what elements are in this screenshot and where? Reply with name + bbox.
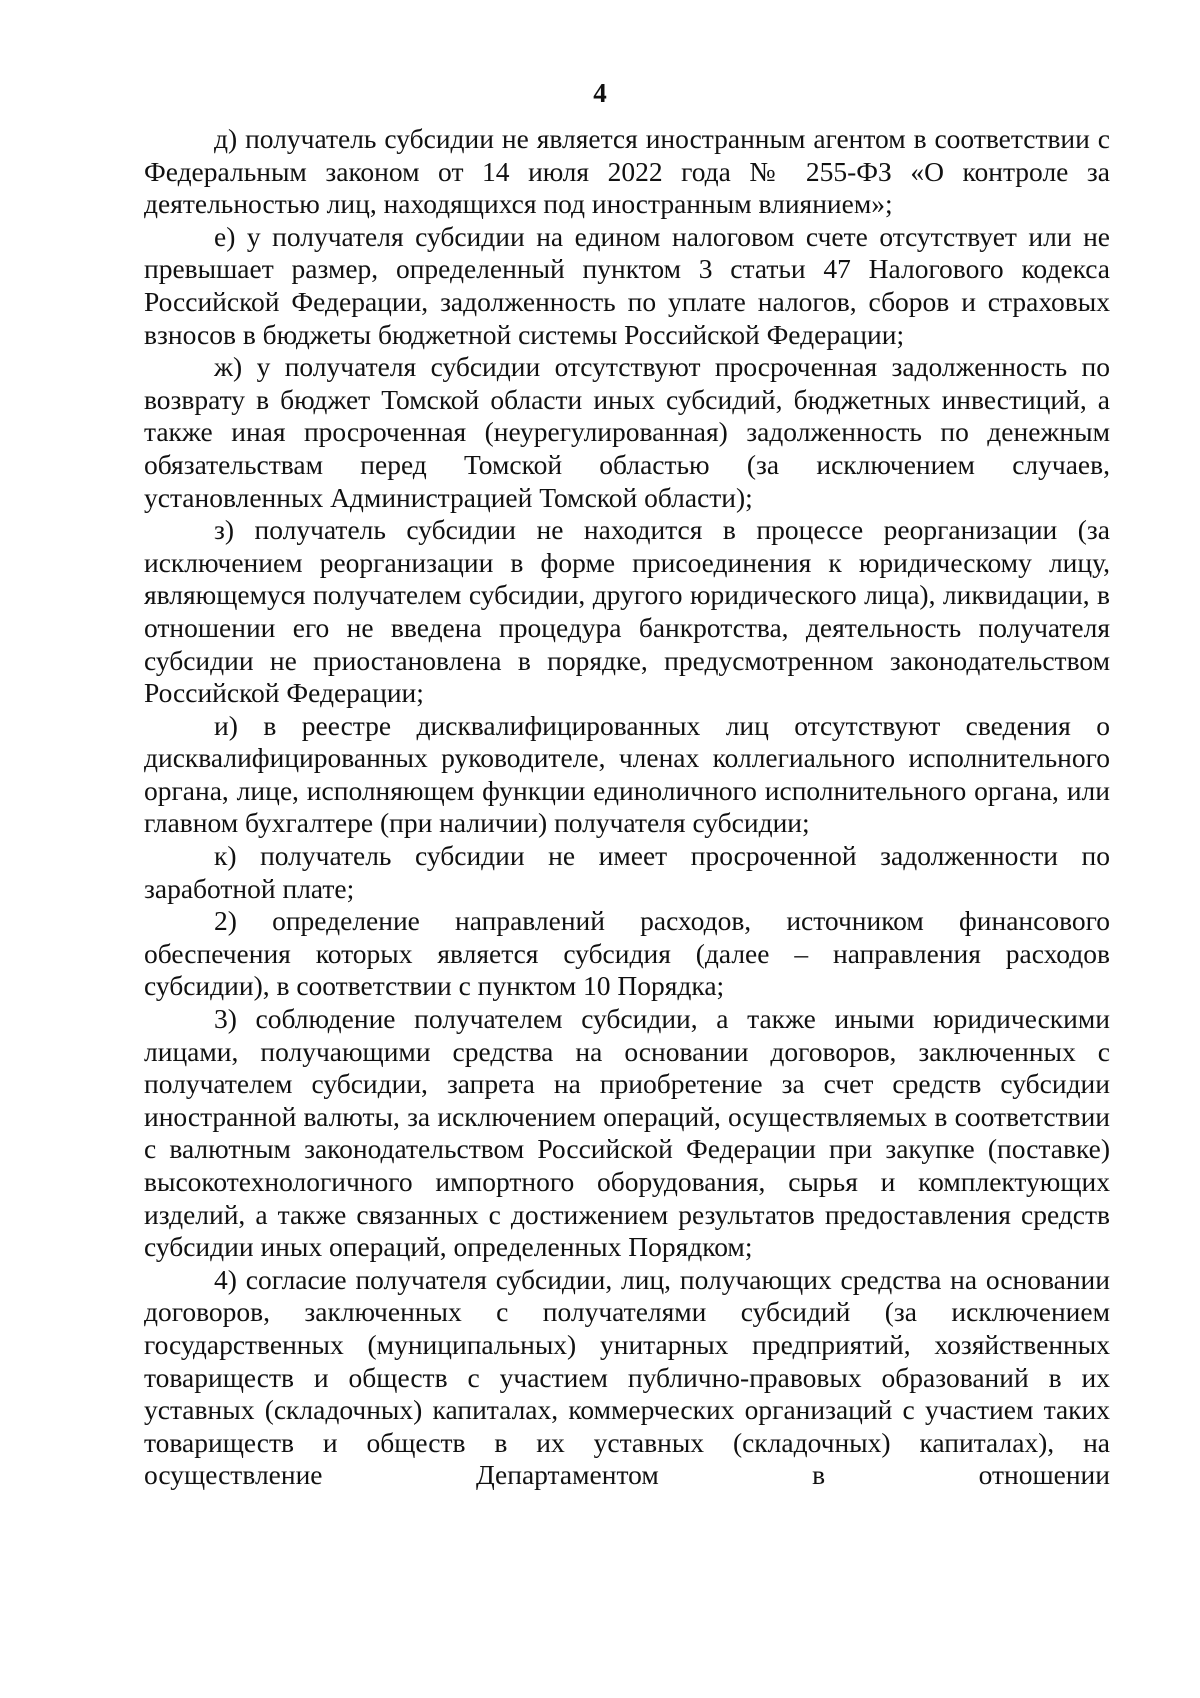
- paragraph-marker: з): [214, 514, 255, 546]
- paragraph-i: [144, 710, 1110, 840]
- paragraph-marker: 2): [214, 905, 273, 937]
- paragraph-text: у получателя субсидии отсутствуют просроченная задолженность по возврату в бюджет Томской области иных субсидий, бюджетных инвестиций, а также иная просроченная (неурегулированная) задолженность по денежным обязательствам перед Томской областью (за исключением случаев, установленных Администрацией Томской области);: [144, 351, 1110, 513]
- paragraph-k: [144, 840, 1110, 905]
- paragraph-2: [144, 905, 1110, 1003]
- paragraph-e: [144, 221, 1110, 351]
- paragraph-4: [144, 1264, 1110, 1492]
- paragraph-marker: д): [214, 123, 246, 154]
- paragraph-text: в реестре дисквалифицированных лиц отсутствуют сведения о дисквалифицированных руководителе, членах коллегиального исполнительного органа, лице, исполняющем функции единоличного исполнительного органа, или главном бухгалтере (при наличии) получателя субсидии;: [144, 709, 1110, 839]
- paragraph-marker: 4): [214, 1263, 246, 1295]
- paragraph-text: определение направлений расходов, источником финансового обеспечения которых является субсидия (далее – направления расходов субсидии), в соответствии с пунктом 10 Порядка;: [144, 905, 1110, 1002]
- paragraph-marker: к): [214, 840, 261, 872]
- paragraph-marker: ж): [214, 351, 257, 383]
- document-body: [144, 123, 1110, 1492]
- page-number: 4: [593, 78, 607, 108]
- paragraph-text: согласие получателя субсидии, лиц, получающих средства на основании договоров, заключенных с получателями субсидий (за исключением государственных (муниципальных) унитарных предприятий, хозяйственных товариществ и обществ с участием публично-правовых образований в их уставных (складочных) капиталах, коммерческих организаций с участием таких товариществ и обществ в их уставных (складочных) капиталах), на осуществление Департаментом в отношении: [144, 1263, 1110, 1491]
- paragraph-zh: [144, 351, 1110, 514]
- paragraph-d: [144, 123, 1110, 221]
- paragraph-z: [144, 514, 1110, 710]
- paragraph-text: у получателя субсидии на едином налоговом счете отсутствует или не превышает размер, определенный пунктом 3 статьи 47 Налогового кодекса Российской Федерации, задолженность по уплате налогов, сборов и страховых взносов в бюджеты бюджетной системы Российской Федерации;: [144, 220, 1110, 350]
- paragraph-marker: 3): [214, 1003, 256, 1035]
- paragraph-marker: и): [214, 709, 264, 741]
- paragraph-text: получатель субсидии не является иностранным агентом в соответствии с Федеральным законом от 14 июля 2022 года № 255-ФЗ «О контроле за деятельностью лиц, находящихся под иностранным влиянием»;: [144, 123, 1110, 220]
- paragraph-text: соблюдение получателем субсидии, а также иными юридическими лицами, получающими средства на основании договоров, заключенных с получателем субсидии, запрета на приобретение за счет средств субсидии иностранной валюты, за исключением операций, осуществляемых в соответствии с валютным законодательством Российской Федерации при закупке (поставке) высокотехнологичного импортного оборудования, сырья и комплектующих изделий, а также связанных с достижением результатов предоставления средств субсидии иных операций, определенных Порядком;: [144, 1003, 1110, 1263]
- paragraph-3: [144, 1003, 1110, 1264]
- paragraph-marker: е): [214, 220, 247, 252]
- paragraph-text: получатель субсидии не имеет просроченной задолженности по заработной плате;: [144, 840, 1110, 904]
- paragraph-text: получатель субсидии не находится в процессе реорганизации (за исключением реорганизации в форме присоединения к юридическому лицу, являющемуся получателем субсидии, другого юридического лица), ликвидации, в отношении его не введена процедура банкротства, деятельность получателя субсидии не приостановлена в порядке, предусмотренном законодательством Российской Федерации;: [144, 514, 1110, 709]
